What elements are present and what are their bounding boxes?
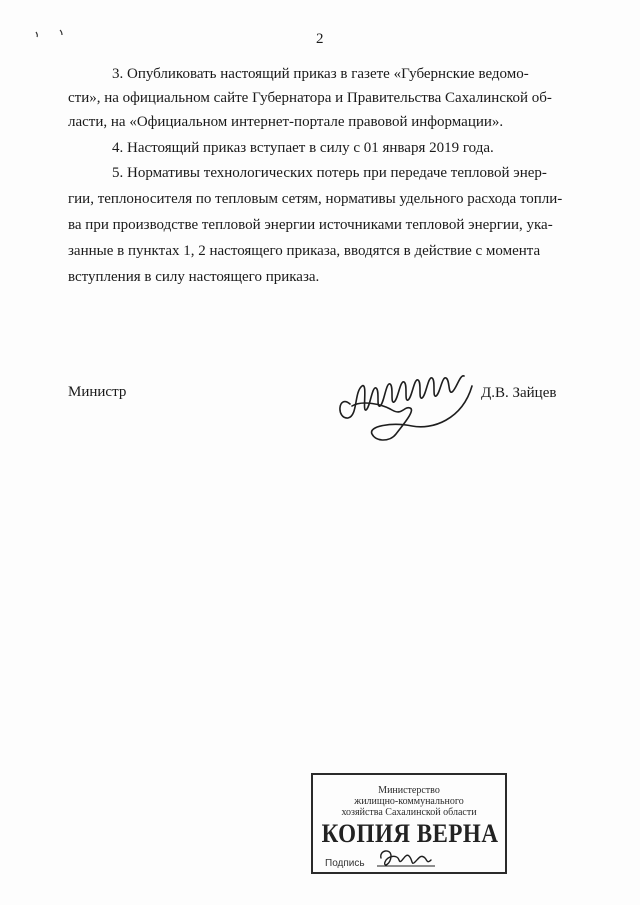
certified-copy-stamp [311, 773, 507, 874]
paragraph-5-line-1: 5. Нормативы технологических потерь при передаче тепловой энер- [112, 165, 547, 181]
stamp-ministry-line-3: хозяйства Сахалинской области [341, 807, 477, 818]
handwritten-signature [332, 364, 482, 454]
paragraph-5-line-5: вступления в силу настоящего приказа. [68, 269, 320, 285]
paragraph-4-line-1: 4. Настоящий приказ вступает в силу с 01 января 2019 года. [112, 140, 494, 156]
paragraph-3-line-3: ласти, на «Официальном интернет-портале правовой информации». [68, 114, 504, 130]
signatory-position: Министр [68, 384, 127, 400]
paragraph-3-line-2: сти», на официальном сайте Губернатора и Правительства Сахалинской об- [68, 90, 552, 106]
paragraph-3-line-1: 3. Опубликовать настоящий приказ в газете «Губернские ведомо- [112, 66, 529, 82]
page-number: 2 [316, 31, 324, 47]
signatory-name: Д.В. Зайцев [481, 385, 557, 401]
stamp-ministry-line-2: жилищно-коммунального [354, 796, 464, 807]
paragraph-5-line-3: ва при производстве тепловой энергии источниками тепловой энергии, ука- [68, 217, 553, 233]
stamp-ministry-line-1: Министерство [378, 785, 440, 796]
stamp-sign-label: Подпись [325, 858, 365, 869]
paragraph-5-line-2: гии, теплоносителя по тепловым сетям, нормативы удельного расхода топли- [68, 191, 563, 207]
stamp-handwritten-signature [377, 844, 437, 872]
stamp-title: КОПИЯ ВЕРНА [321, 819, 499, 848]
paragraph-5-line-4: занные в пунктах 1, 2 настоящего приказа, вводятся в действие с момента [68, 243, 541, 259]
